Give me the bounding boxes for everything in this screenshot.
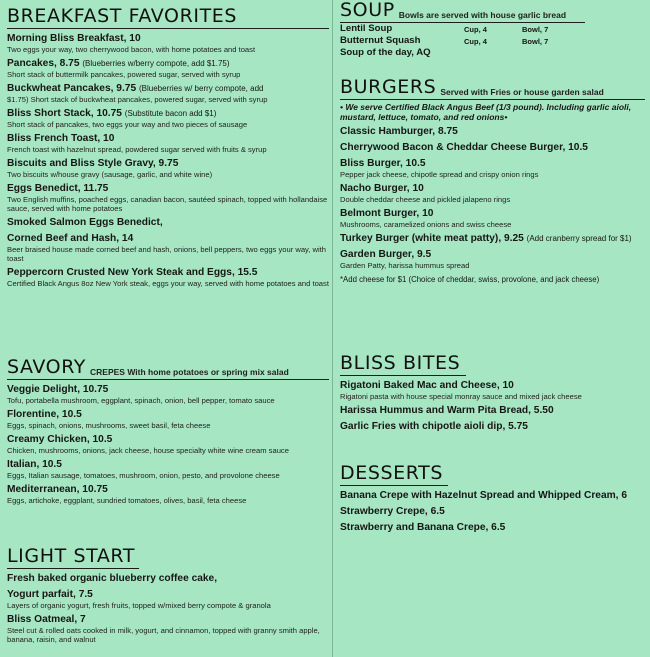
item-name [340, 126, 645, 138]
item-name [340, 208, 645, 220]
item-description: Two biscuits w/house gravy (sausage, garlic, and white wine) [7, 170, 213, 179]
menu-item [7, 267, 329, 288]
item-title: Bliss French Toast, 10 [7, 133, 115, 144]
item-description: French toast with hazelnut spread, powdered sugar served with fruits & syrup [7, 145, 267, 154]
item-title: Bliss Short Stack, 10.75 [7, 108, 122, 119]
menu-item [7, 158, 329, 179]
section-rule [340, 375, 466, 376]
item-description: Two eggs your way, two cherrywood bacon, with home potatoes and toast [7, 45, 256, 54]
menu-item [7, 83, 329, 104]
item-name [7, 217, 329, 229]
item-inline-note: (Blueberries w/berry compote, add $1.75) [82, 59, 230, 68]
section-rule [340, 99, 645, 100]
item-title: Garlic Fries with chipotle aioli dip, 5.75 [340, 421, 528, 432]
item-title: Nacho Burger, 10 [340, 183, 424, 194]
menu-item [7, 573, 329, 585]
cheese-addon-note: *Add cheese for $1 (Choice of cheddar, swiss, provolone, and jack cheese) [340, 275, 600, 284]
menu-item [7, 384, 329, 405]
bliss-bites-list [340, 380, 645, 433]
item-name [7, 58, 329, 70]
item-name [340, 405, 645, 417]
item-name [7, 233, 329, 245]
breakfast-section [7, 6, 329, 288]
item-description: Eggs, Italian sausage, tomatoes, mushroom, onion, pesto, and provolone cheese [7, 471, 280, 480]
soup-bowl-price: Bowl, 7 [522, 25, 549, 34]
soup-cup-price: Cup, 4 [464, 25, 487, 34]
item-name [7, 573, 329, 585]
menu-item [7, 33, 329, 54]
desserts-section [340, 463, 645, 534]
soup-row [340, 35, 645, 47]
item-description: Tofu, portabella mushroom, eggplant, spinach, onion, bell pepper, tomato sauce [7, 396, 275, 405]
item-description: Eggs, artichoke, eggplant, sundried tomatoes, olives, basil, feta cheese [7, 496, 247, 505]
menu-item [7, 459, 329, 480]
item-title: Strawberry and Banana Crepe, 6.5 [340, 522, 506, 533]
menu-item [340, 183, 645, 204]
item-inline-note: (Blueberries w/ berry compote, add [138, 84, 264, 93]
menu-item [340, 490, 645, 502]
item-description: $1.75) Short stack of buckwheat pancakes, powered sugar, served with syrup [7, 95, 268, 104]
item-name [340, 490, 645, 502]
item-title: Smoked Salmon Eggs Benedict, [7, 217, 163, 228]
menu-item [7, 108, 329, 129]
section-note: Bowls are served with house garlic bread [398, 10, 567, 20]
menu-item [7, 434, 329, 455]
section-rule [340, 485, 448, 486]
item-title: Belmont Burger, 10 [340, 208, 434, 219]
menu-item [340, 158, 645, 179]
item-title: Creamy Chicken, 10.5 [7, 434, 113, 445]
item-description: Rigatoni pasta with house special monray sauce and mixed jack cheese [340, 392, 582, 401]
item-name [7, 158, 329, 170]
item-name [7, 434, 329, 446]
menu-item [7, 233, 329, 263]
item-name [7, 459, 329, 471]
section-title: DESSERTS [340, 462, 444, 484]
item-title: Mediterranean, 10.75 [7, 484, 108, 495]
item-name [7, 589, 329, 601]
section-rule [7, 568, 139, 569]
item-name [7, 33, 329, 45]
breakfast-list [7, 33, 329, 288]
soup-cup-price: Cup, 4 [464, 37, 487, 46]
item-title: Buckwheat Pancakes, 9.75 [7, 83, 137, 94]
item-name [7, 484, 329, 496]
menu-item [7, 217, 329, 229]
soup-bowl-price: Bowl, 7 [522, 37, 549, 46]
menu-item [340, 208, 645, 229]
menu-item [340, 380, 645, 401]
section-title: BURGERS [340, 76, 437, 98]
item-title: Classic Hamburger, 8.75 [340, 126, 458, 137]
soup-section [340, 0, 645, 58]
section-title: BREAKFAST FAVORITES [7, 5, 238, 27]
item-title: Banana Crepe with Hazelnut Spread and Whipped Cream, 6 [340, 490, 628, 501]
item-description: Pepper jack cheese, chipotle spread and crispy onion rings [340, 170, 539, 179]
menu-item [340, 142, 645, 154]
item-description: Double cheddar cheese and pickled jalapeno rings [340, 195, 511, 204]
item-name [340, 158, 645, 170]
item-description: Chicken, mushrooms, onions, jack cheese, house specialty white wine cream sauce [7, 446, 289, 455]
column-divider [332, 0, 333, 657]
section-rule [7, 379, 329, 380]
menu-item [7, 183, 329, 213]
item-description: Beer braised house made corned beef and hash, onions, bell peppers, two eggs your way, with toast [7, 245, 326, 263]
item-description: Garden Patty, harissa hummus spread [340, 261, 470, 270]
savory-section [7, 357, 329, 505]
item-title: Italian, 10.5 [7, 459, 62, 470]
menu-item [7, 58, 329, 79]
menu-item [7, 409, 329, 430]
item-name [340, 506, 645, 518]
menu-item [340, 421, 645, 433]
item-title: Pancakes, 8.75 [7, 58, 80, 69]
soup-row [340, 47, 645, 58]
bliss-bites-section [340, 353, 645, 433]
item-inline-note: (Substitute bacon add $1) [124, 109, 217, 118]
section-title: SAVORY [7, 356, 87, 378]
menu-item [7, 133, 329, 154]
beef-notice: • We serve Certified Black Angus Beef (1/3 pound). Including garlic aioli, mustard, lettuce, tomato, and red onions• [340, 102, 632, 122]
section-title: SOUP [340, 0, 395, 21]
item-title: Cherrywood Bacon & Cheddar Cheese Burger, 10.5 [340, 142, 588, 153]
soup-name: Soup of the day, AQ [340, 47, 431, 58]
item-name [7, 108, 329, 120]
item-name [7, 183, 329, 195]
section-note: Served with Fries or house garden salad [440, 87, 604, 97]
item-name [7, 409, 329, 421]
burgers-section [340, 77, 645, 285]
item-title: Morning Bliss Breakfast, 10 [7, 33, 141, 44]
burgers-list [340, 126, 645, 270]
light-start-list [7, 573, 329, 644]
section-rule [7, 28, 329, 29]
item-name [7, 83, 329, 95]
item-title: Harissa Hummus and Warm Pita Bread, 5.50 [340, 405, 554, 416]
menu-item [340, 405, 645, 417]
menu-item [340, 126, 645, 138]
item-name [340, 233, 645, 245]
item-name [340, 183, 645, 195]
item-title: Biscuits and Bliss Style Gravy, 9.75 [7, 158, 179, 169]
item-inline-note: (Add cranberry spread for $1) [526, 234, 632, 243]
menu-item [340, 249, 645, 270]
item-description: Layers of organic yogurt, fresh fruits, topped w/mixed berry compote & granola [7, 601, 271, 610]
section-title: BLISS BITES [340, 352, 461, 374]
item-title: Corned Beef and Hash, 14 [7, 233, 134, 244]
menu-item [340, 522, 645, 534]
soup-row [340, 23, 645, 35]
menu-item [7, 589, 329, 610]
item-name [7, 133, 329, 145]
item-description: Short stack of buttermilk pancakes, powered sugar, served with syrup [7, 70, 241, 79]
item-description: Steel cut & rolled oats cooked in milk, yogurt, and cinnamon, topped with granny smith apple, banana, raisin, and walnut [7, 626, 320, 644]
desserts-list [340, 490, 645, 534]
item-description: Mushrooms, caramelized onions and swiss cheese [340, 220, 512, 229]
item-title: Veggie Delight, 10.75 [7, 384, 109, 395]
item-name [340, 421, 645, 433]
soup-name: Lentil Soup [340, 23, 393, 34]
section-note: CREPES With home potatoes or spring mix salad [90, 367, 289, 377]
item-name [340, 522, 645, 534]
item-title: Eggs Benedict, 11.75 [7, 183, 109, 194]
item-title: Yogurt parfait, 7.5 [7, 589, 93, 600]
section-title: LIGHT START [7, 545, 136, 567]
item-description: Two English muffins, poached eggs, canadian bacon, sautéed spinach, topped with hollandaise sauce, served with home potatoes [7, 195, 328, 213]
item-title: Garden Burger, 9.5 [340, 249, 432, 260]
item-title: Fresh baked organic blueberry coffee cake, [7, 573, 218, 584]
menu-item [7, 614, 329, 644]
menu-item [340, 506, 645, 518]
light-start-section [7, 546, 329, 644]
menu-item [7, 484, 329, 505]
menu-item [340, 233, 645, 245]
item-description: Eggs, spinach, onions, mushrooms, sweet basil, feta cheese [7, 421, 211, 430]
savory-list [7, 384, 329, 505]
item-name [7, 384, 329, 396]
item-title: Bliss Oatmeal, 7 [7, 614, 86, 625]
item-name [340, 249, 645, 261]
item-name [7, 614, 329, 626]
item-title: Rigatoni Baked Mac and Cheese, 10 [340, 380, 514, 391]
soup-name: Butternut Squash [340, 35, 421, 46]
item-description: Short stack of pancakes, two eggs your way and two pieces of sausage [7, 120, 248, 129]
item-title: Turkey Burger (white meat patty), 9.25 [340, 233, 524, 244]
item-title: Florentine, 10.5 [7, 409, 82, 420]
soup-list [340, 23, 645, 58]
item-title: Peppercorn Crusted New York Steak and Eggs, 15.5 [7, 267, 258, 278]
item-name [340, 142, 645, 154]
item-name [340, 380, 645, 392]
item-title: Bliss Burger, 10.5 [340, 158, 426, 169]
item-name [7, 267, 329, 279]
item-description: Certified Black Angus 8oz New York steak, eggs your way, served with home potatoes and toast [7, 279, 329, 288]
item-title: Strawberry Crepe, 6.5 [340, 506, 445, 517]
